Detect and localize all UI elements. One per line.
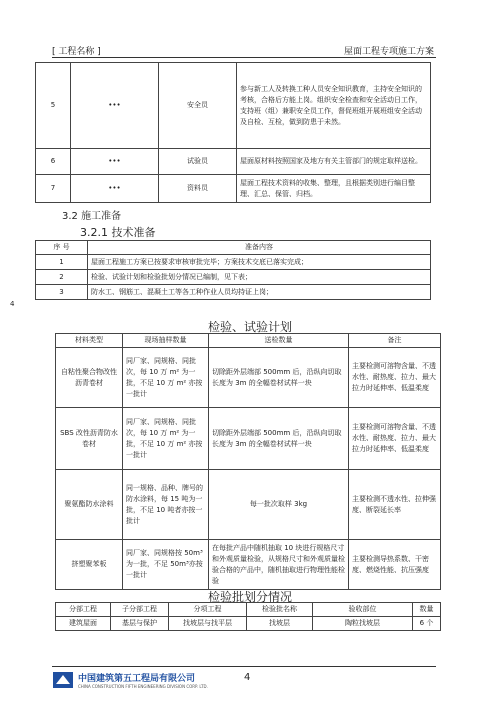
table-cell: 建筑屋面 (56, 617, 111, 631)
column-header: 送检数量 (209, 334, 349, 348)
column-header: 材料类型 (56, 334, 123, 348)
column-header: 分项工程 (169, 603, 247, 617)
company-logo-icon (52, 671, 74, 689)
staff-table (35, 62, 431, 203)
section-heading: 3.2 施工准备 (62, 211, 122, 222)
table-cell: 6 个 (413, 617, 441, 631)
footer-divider (52, 666, 436, 667)
test-plan-title: 检验、试验计划 (207, 320, 292, 334)
staff-role: 资料员 (159, 175, 237, 203)
page-number: 4 (244, 672, 251, 683)
header-project-name: [ 工程名称 ] (52, 47, 101, 57)
staff-role: 安全员 (159, 63, 237, 149)
staff-duty: 参与新工人及转换工种人员安全知识教育，主持安全知识的考核，合格后方能上岗。组织安全检查和安全活动日工作，支持班（组）兼职安全员工作，督促班组开展班组安全活动及自检、互检，做到防患于未然。 (237, 63, 431, 149)
row-number: 2 (36, 270, 88, 285)
table-header-row (56, 603, 441, 617)
staff-role: 试验员 (159, 149, 237, 175)
sample-quantity: 同厂家、同规格按 50m³为一批，不足 50m³亦按一批计 (123, 540, 209, 590)
material-type: 挤塑聚苯板 (56, 540, 123, 590)
row-number: 1 (36, 255, 88, 270)
table-row (36, 63, 431, 149)
prep-table (35, 240, 431, 300)
column-header: 备注 (349, 334, 441, 348)
header-divider (52, 57, 436, 58)
send-quantity: 在每批产品中随机抽取 10 块进行规格尺寸和外观质量检验，从规格尺寸和外观质量检验合格的产品中，随机抽取进行物理性能检验 (209, 540, 349, 590)
test-note: 主要检测可溶物含量、不透水性、耐热度、拉力、最大拉力时延伸率、低温柔度 (349, 348, 441, 408)
table-row (56, 540, 441, 590)
staff-name: ••• (71, 175, 159, 203)
test-note: 主要检测可溶物含量、不透水性、耐热度、拉力、最大拉力时延伸率、低温柔度 (349, 408, 441, 470)
table-row (56, 408, 441, 470)
row-number: 3 (36, 285, 88, 300)
staff-name: ••• (71, 149, 159, 175)
send-quantity: 每一批次取样 3kg (209, 470, 349, 540)
prep-content: 检验、试验计划和检验批划分情况已编制，见下表； (88, 270, 431, 285)
table-cell: 陶粒找坡层 (313, 617, 413, 631)
send-quantity: 切除距外层端部 500mm 后，沿纵向切取长度为 3m 的全幅卷材试样一块 (209, 348, 349, 408)
table-row (56, 617, 441, 631)
staff-duty: 屋面原材料按照国家及地方有关主管部门的规定取样送检。 (237, 149, 431, 175)
test-plan-table (55, 333, 441, 590)
table-row (36, 285, 431, 300)
prep-content: 屋面工程施工方案已按要求审核审批完毕；方案技术交底已落实完成； (88, 255, 431, 270)
table-header-row (36, 241, 431, 255)
subsection-heading: 3.2.1 技术准备 (80, 226, 156, 239)
sample-quantity: 同厂家、同规格、同批次，每 10 万 m² 为一批，不足 10 万 m² 亦按一批计 (123, 408, 209, 470)
staff-name: ••• (71, 63, 159, 149)
test-note: 主要检测导热系数、干密度、燃烧性能、抗压强度 (349, 540, 441, 590)
material-type: 聚氨酯防水涂料 (56, 470, 123, 540)
side-page-number: 4 (10, 300, 15, 308)
table-row (56, 470, 441, 540)
row-number: 6 (36, 149, 71, 175)
row-number: 5 (36, 63, 71, 149)
batch-table (55, 602, 441, 631)
table-row (36, 255, 431, 270)
sample-quantity: 同厂家、同规格、同批次，每 10 万 m² 为一批，不足 10 万 m² 亦按一批计 (123, 348, 209, 408)
column-header: 数量 (413, 603, 441, 617)
table-row (36, 175, 431, 203)
material-type: SBS 改性沥青防水卷材 (56, 408, 123, 470)
table-cell: 找坡层 (247, 617, 313, 631)
column-header: 检验批名称 (247, 603, 313, 617)
row-number: 7 (36, 175, 71, 203)
column-header: 子分部工程 (111, 603, 169, 617)
column-header: 验收部位 (313, 603, 413, 617)
table-cell: 基层与保护 (111, 617, 169, 631)
column-header: 准备内容 (88, 241, 431, 255)
table-row (36, 149, 431, 175)
table-row (56, 348, 441, 408)
test-note: 主要检测不透水性、拉伸强度、断裂延长率 (349, 470, 441, 540)
table-cell: 找坡层与找平层 (169, 617, 247, 631)
batch-title: 检验批划分情况 (207, 590, 292, 604)
column-header: 序 号 (36, 241, 88, 255)
staff-duty: 屋面工程技术资料的收集、整理，且根据类别进行编目整理、汇总、保管、归档。 (237, 175, 431, 203)
material-type: 自粘性聚合物改性沥青卷材 (56, 348, 123, 408)
table-header-row (56, 334, 441, 348)
header-doc-title: 屋面工程专项施工方案 (343, 47, 434, 57)
sample-quantity: 同一规格、品种、牌号的防水涂料，每 15 吨为一批，不足 10 吨者亦按一批计 (123, 470, 209, 540)
send-quantity: 切除距外层端部 500mm 后，沿纵向切取长度为 3m 的全幅卷材试样一块 (209, 408, 349, 470)
company-name-en: CHINA CONSTRUCTION FIFTH ENGINEERING DIVISION CORP. LTD. (78, 684, 208, 689)
column-header: 现场抽样数量 (123, 334, 209, 348)
column-header: 分部工程 (56, 603, 111, 617)
company-name: 中国建筑第五工程局有限公司 (78, 674, 196, 684)
table-row (36, 270, 431, 285)
prep-content: 防水工、钢筋工、混凝土工等各工种作业人员均持证上岗； (88, 285, 431, 300)
